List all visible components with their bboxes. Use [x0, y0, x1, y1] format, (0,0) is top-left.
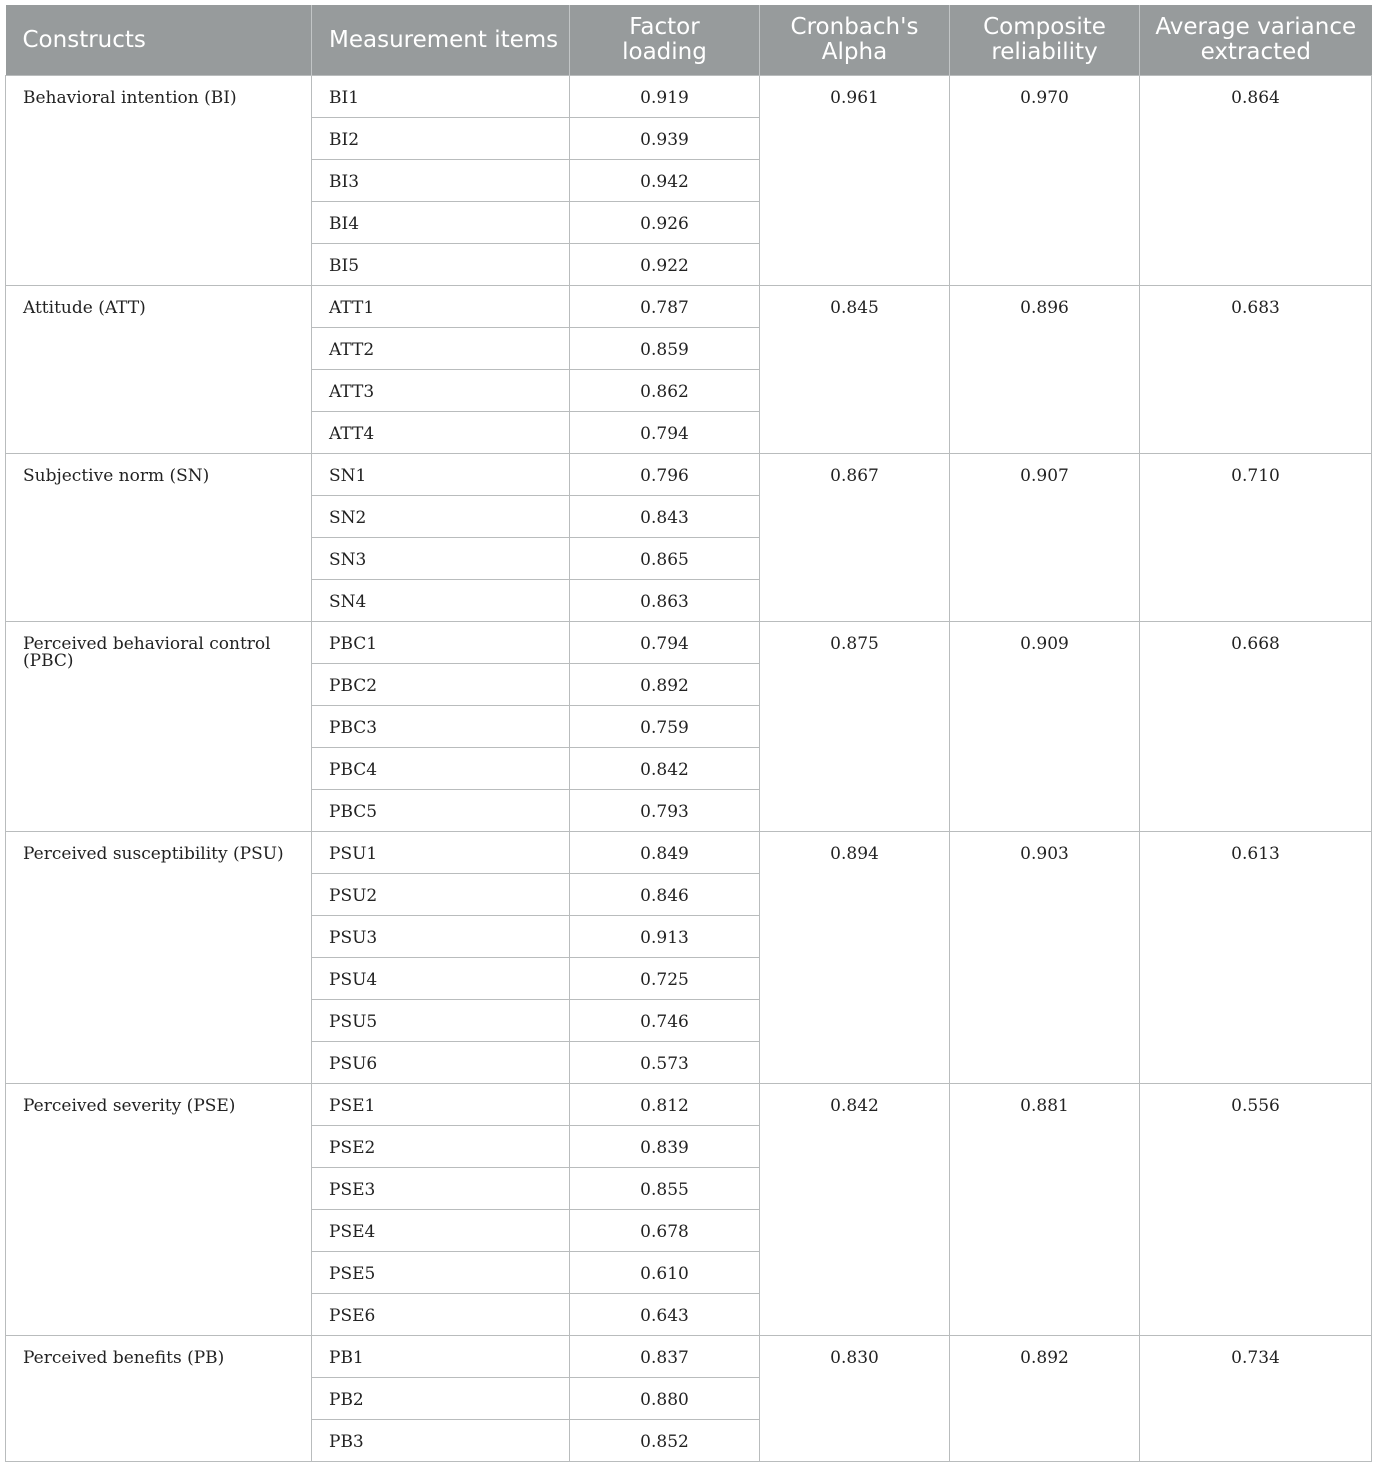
cronbachs-alpha-cell — [760, 454, 950, 622]
factor-loading-cell-text: 0.846 — [640, 886, 689, 906]
average-variance-extracted-cell-text: 0.710 — [1231, 466, 1280, 486]
table-row — [6, 454, 1372, 496]
factor-loading-cell-text: 0.794 — [640, 424, 689, 444]
measurement-item-cell — [312, 454, 570, 496]
factor-loading-cell — [570, 1084, 760, 1126]
measurement-item-cell — [312, 874, 570, 916]
measurement-item-cell — [312, 244, 570, 286]
composite-reliability-cell — [950, 1336, 1140, 1462]
measurement-item-cell — [312, 496, 570, 538]
factor-loading-cell — [570, 664, 760, 706]
measurement-item-cell — [312, 580, 570, 622]
table-body — [6, 76, 1372, 1462]
cronbachs-alpha-cell — [760, 286, 950, 454]
factor-loading-cell-text: 0.939 — [640, 130, 689, 150]
table-row — [6, 832, 1372, 874]
factor-loading-cell-text: 0.812 — [640, 1096, 689, 1116]
average-variance-extracted-cell-text: 0.734 — [1231, 1348, 1280, 1368]
cronbachs-alpha-cell — [760, 1084, 950, 1336]
measurement-item-cell-text: PBC1 — [329, 634, 378, 654]
factor-loading-cell-text: 0.794 — [640, 634, 689, 654]
measurement-item-cell — [312, 202, 570, 244]
factor-loading-cell — [570, 538, 760, 580]
construct-cell-text: Attitude (ATT) — [23, 298, 146, 318]
measurement-item-cell-text: PSU4 — [329, 970, 378, 990]
measurement-item-cell — [312, 748, 570, 790]
table-row — [6, 622, 1372, 664]
average-variance-extracted-cell-text: 0.864 — [1231, 88, 1280, 108]
average-variance-extracted-cell-text: 0.556 — [1231, 1096, 1280, 1116]
measurement-item-cell-text: PBC3 — [329, 718, 378, 738]
factor-loading-cell-text: 0.787 — [640, 298, 689, 318]
factor-loading-cell — [570, 832, 760, 874]
measurement-item-cell — [312, 286, 570, 328]
table-row — [6, 1336, 1372, 1378]
average-variance-extracted-cell — [1140, 1084, 1372, 1336]
factor-loading-cell-text: 0.892 — [640, 676, 689, 696]
factor-loading-cell-text: 0.849 — [640, 844, 689, 864]
cronbachs-alpha-cell — [760, 1336, 950, 1462]
factor-loading-cell-text: 0.793 — [640, 802, 689, 822]
composite-reliability-cell — [950, 454, 1140, 622]
average-variance-extracted-cell — [1140, 1336, 1372, 1462]
factor-loading-cell-text: 0.859 — [640, 340, 689, 360]
factor-loading-cell-text: 0.863 — [640, 592, 689, 612]
measurement-item-cell — [312, 1252, 570, 1294]
header-factor-loading: Factor loading — [570, 5, 760, 76]
construct-cell — [6, 454, 312, 622]
measurement-item-cell-text: PBC2 — [329, 676, 378, 696]
factor-loading-cell — [570, 1378, 760, 1420]
measurement-item-cell — [312, 790, 570, 832]
measurement-item-cell-text: PSE4 — [329, 1222, 376, 1242]
measurement-item-cell — [312, 370, 570, 412]
composite-reliability-cell-text: 0.903 — [1020, 844, 1069, 864]
measurement-item-cell-text: BI5 — [329, 256, 360, 276]
cronbachs-alpha-cell-text: 0.842 — [830, 1096, 879, 1116]
factor-loading-cell — [570, 748, 760, 790]
factor-loading-cell-text: 0.678 — [640, 1222, 689, 1242]
factor-loading-cell — [570, 370, 760, 412]
table-row — [6, 286, 1372, 328]
measurement-item-cell-text: PSE1 — [329, 1096, 376, 1116]
factor-loading-cell — [570, 496, 760, 538]
factor-loading-cell — [570, 874, 760, 916]
measurement-item-cell-text: PSU6 — [329, 1054, 378, 1074]
factor-loading-cell — [570, 1294, 760, 1336]
measurement-item-cell — [312, 1420, 570, 1462]
measurement-item-cell-text: PB2 — [329, 1390, 364, 1410]
factor-loading-cell — [570, 916, 760, 958]
composite-reliability-cell — [950, 286, 1140, 454]
composite-reliability-cell-text: 0.909 — [1020, 634, 1069, 654]
measurement-item-cell-text: PSU1 — [329, 844, 378, 864]
measurement-item-cell-text: PSE3 — [329, 1180, 376, 1200]
measurement-item-cell-text: SN4 — [329, 592, 367, 612]
measurement-item-cell-text: ATT4 — [329, 424, 375, 444]
factor-loading-cell-text: 0.926 — [640, 214, 689, 234]
composite-reliability-cell-text: 0.896 — [1020, 298, 1069, 318]
cronbachs-alpha-cell — [760, 622, 950, 832]
measurement-item-cell — [312, 1336, 570, 1378]
measurement-item-cell-text: PSU2 — [329, 886, 378, 906]
measurement-item-cell — [312, 328, 570, 370]
factor-loading-cell — [570, 790, 760, 832]
header-average-variance-extracted: Average variance extracted — [1140, 5, 1372, 76]
factor-loading-cell — [570, 202, 760, 244]
construct-cell-text: Perceived behavioral control (PBC) — [23, 634, 271, 671]
composite-reliability-cell-text: 0.892 — [1020, 1348, 1069, 1368]
measurement-item-cell-text: BI4 — [329, 214, 360, 234]
average-variance-extracted-cell — [1140, 76, 1372, 286]
factor-loading-cell — [570, 1252, 760, 1294]
construct-cell — [6, 1084, 312, 1336]
composite-reliability-cell — [950, 622, 1140, 832]
header-row — [6, 5, 1372, 76]
factor-loading-cell — [570, 286, 760, 328]
factor-loading-cell — [570, 76, 760, 118]
factor-loading-cell-text: 0.843 — [640, 508, 689, 528]
cronbachs-alpha-cell — [760, 76, 950, 286]
factor-loading-cell — [570, 1420, 760, 1462]
measurement-item-cell-text: PB1 — [329, 1348, 364, 1368]
composite-reliability-cell-text: 0.907 — [1020, 466, 1069, 486]
construct-cell-text: Perceived benefits (PB) — [23, 1348, 225, 1368]
measurement-item-cell-text: ATT3 — [329, 382, 375, 402]
factor-loading-cell — [570, 454, 760, 496]
factor-loading-cell — [570, 118, 760, 160]
cronbachs-alpha-cell-text: 0.961 — [830, 88, 879, 108]
factor-loading-cell-text: 0.837 — [640, 1348, 689, 1368]
composite-reliability-cell-text: 0.881 — [1020, 1096, 1069, 1116]
header-composite-reliability: Composite reliability — [950, 5, 1140, 76]
factor-loading-cell-text: 0.880 — [640, 1390, 689, 1410]
factor-loading-cell — [570, 328, 760, 370]
construct-cell-text: Perceived severity (PSE) — [23, 1096, 236, 1116]
composite-reliability-cell — [950, 76, 1140, 286]
cronbachs-alpha-cell-text: 0.845 — [830, 298, 879, 318]
measurement-item-cell — [312, 538, 570, 580]
factor-loading-cell — [570, 706, 760, 748]
measurement-item-cell-text: PB3 — [329, 1432, 364, 1452]
factor-loading-cell-text: 0.759 — [640, 718, 689, 738]
measurement-item-cell-text: PSE5 — [329, 1264, 376, 1284]
measurement-item-cell — [312, 1042, 570, 1084]
measurement-item-cell-text: PBC5 — [329, 802, 378, 822]
measurement-item-cell-text: ATT2 — [329, 340, 375, 360]
measurement-item-cell — [312, 76, 570, 118]
measurement-item-cell-text: SN2 — [329, 508, 367, 528]
measurement-item-cell-text: SN3 — [329, 550, 367, 570]
measurement-item-cell — [312, 1168, 570, 1210]
construct-cell-text: Perceived susceptibility (PSU) — [23, 844, 284, 864]
table-row — [6, 76, 1372, 118]
factor-loading-cell — [570, 622, 760, 664]
factor-loading-cell-text: 0.919 — [640, 88, 689, 108]
reliability-table — [5, 5, 1372, 1462]
measurement-item-cell — [312, 958, 570, 1000]
average-variance-extracted-cell-text: 0.683 — [1231, 298, 1280, 318]
header-cronbachs-alpha: Cronbach's Alpha — [760, 5, 950, 76]
measurement-item-cell-text: PSU3 — [329, 928, 378, 948]
composite-reliability-cell — [950, 1084, 1140, 1336]
construct-cell — [6, 832, 312, 1084]
factor-loading-cell — [570, 412, 760, 454]
average-variance-extracted-cell — [1140, 622, 1372, 832]
construct-cell-text: Behavioral intention (BI) — [23, 88, 237, 108]
cronbachs-alpha-cell-text: 0.830 — [830, 1348, 879, 1368]
average-variance-extracted-cell — [1140, 832, 1372, 1084]
measurement-item-cell — [312, 832, 570, 874]
factor-loading-cell-text: 0.643 — [640, 1306, 689, 1326]
cronbachs-alpha-cell — [760, 832, 950, 1084]
factor-loading-cell-text: 0.610 — [640, 1264, 689, 1284]
cronbachs-alpha-cell-text: 0.894 — [830, 844, 879, 864]
average-variance-extracted-cell-text: 0.613 — [1231, 844, 1280, 864]
factor-loading-cell-text: 0.746 — [640, 1012, 689, 1032]
measurement-item-cell-text: PSE2 — [329, 1138, 376, 1158]
factor-loading-cell-text: 0.852 — [640, 1432, 689, 1452]
measurement-item-cell-text: BI3 — [329, 172, 360, 192]
measurement-item-cell-text: PBC4 — [329, 760, 378, 780]
composite-reliability-cell — [950, 832, 1140, 1084]
factor-loading-cell-text: 0.855 — [640, 1180, 689, 1200]
measurement-item-cell-text: PSE6 — [329, 1306, 376, 1326]
factor-loading-cell-text: 0.573 — [640, 1054, 689, 1074]
factor-loading-cell-text: 0.862 — [640, 382, 689, 402]
factor-loading-cell — [570, 1210, 760, 1252]
measurement-item-cell — [312, 1000, 570, 1042]
construct-cell-text: Subjective norm (SN) — [23, 466, 210, 486]
measurement-item-cell — [312, 664, 570, 706]
cronbachs-alpha-cell-text: 0.875 — [830, 634, 879, 654]
measurement-item-cell — [312, 916, 570, 958]
measurement-item-cell-text: PSU5 — [329, 1012, 378, 1032]
factor-loading-cell-text: 0.796 — [640, 466, 689, 486]
average-variance-extracted-cell — [1140, 454, 1372, 622]
construct-cell — [6, 286, 312, 454]
measurement-item-cell — [312, 1378, 570, 1420]
reliability-table-container — [5, 5, 1371, 1462]
measurement-item-cell — [312, 622, 570, 664]
factor-loading-cell — [570, 1042, 760, 1084]
measurement-item-cell — [312, 1126, 570, 1168]
factor-loading-cell-text: 0.922 — [640, 256, 689, 276]
factor-loading-cell — [570, 1168, 760, 1210]
measurement-item-cell — [312, 1294, 570, 1336]
composite-reliability-cell-text: 0.970 — [1020, 88, 1069, 108]
table-row — [6, 1084, 1372, 1126]
factor-loading-cell-text: 0.865 — [640, 550, 689, 570]
measurement-item-cell — [312, 160, 570, 202]
factor-loading-cell-text: 0.942 — [640, 172, 689, 192]
construct-cell — [6, 1336, 312, 1462]
measurement-item-cell-text: SN1 — [329, 466, 367, 486]
measurement-item-cell — [312, 1210, 570, 1252]
factor-loading-cell — [570, 160, 760, 202]
average-variance-extracted-cell-text: 0.668 — [1231, 634, 1280, 654]
construct-cell — [6, 76, 312, 286]
construct-cell — [6, 622, 312, 832]
factor-loading-cell — [570, 244, 760, 286]
measurement-item-cell-text: BI1 — [329, 88, 360, 108]
measurement-item-cell-text: BI2 — [329, 130, 360, 150]
factor-loading-cell — [570, 1336, 760, 1378]
factor-loading-cell-text: 0.913 — [640, 928, 689, 948]
cronbachs-alpha-cell-text: 0.867 — [830, 466, 879, 486]
measurement-item-cell-text: ATT1 — [329, 298, 375, 318]
factor-loading-cell-text: 0.725 — [640, 970, 689, 990]
table-header — [6, 5, 1372, 76]
measurement-item-cell — [312, 706, 570, 748]
average-variance-extracted-cell — [1140, 286, 1372, 454]
factor-loading-cell — [570, 1000, 760, 1042]
measurement-item-cell — [312, 118, 570, 160]
factor-loading-cell — [570, 580, 760, 622]
factor-loading-cell — [570, 1126, 760, 1168]
measurement-item-cell — [312, 1084, 570, 1126]
measurement-item-cell — [312, 412, 570, 454]
factor-loading-cell — [570, 958, 760, 1000]
header-constructs: Constructs — [6, 5, 312, 76]
factor-loading-cell-text: 0.842 — [640, 760, 689, 780]
factor-loading-cell-text: 0.839 — [640, 1138, 689, 1158]
header-measurement-items: Measurement items — [312, 5, 570, 76]
